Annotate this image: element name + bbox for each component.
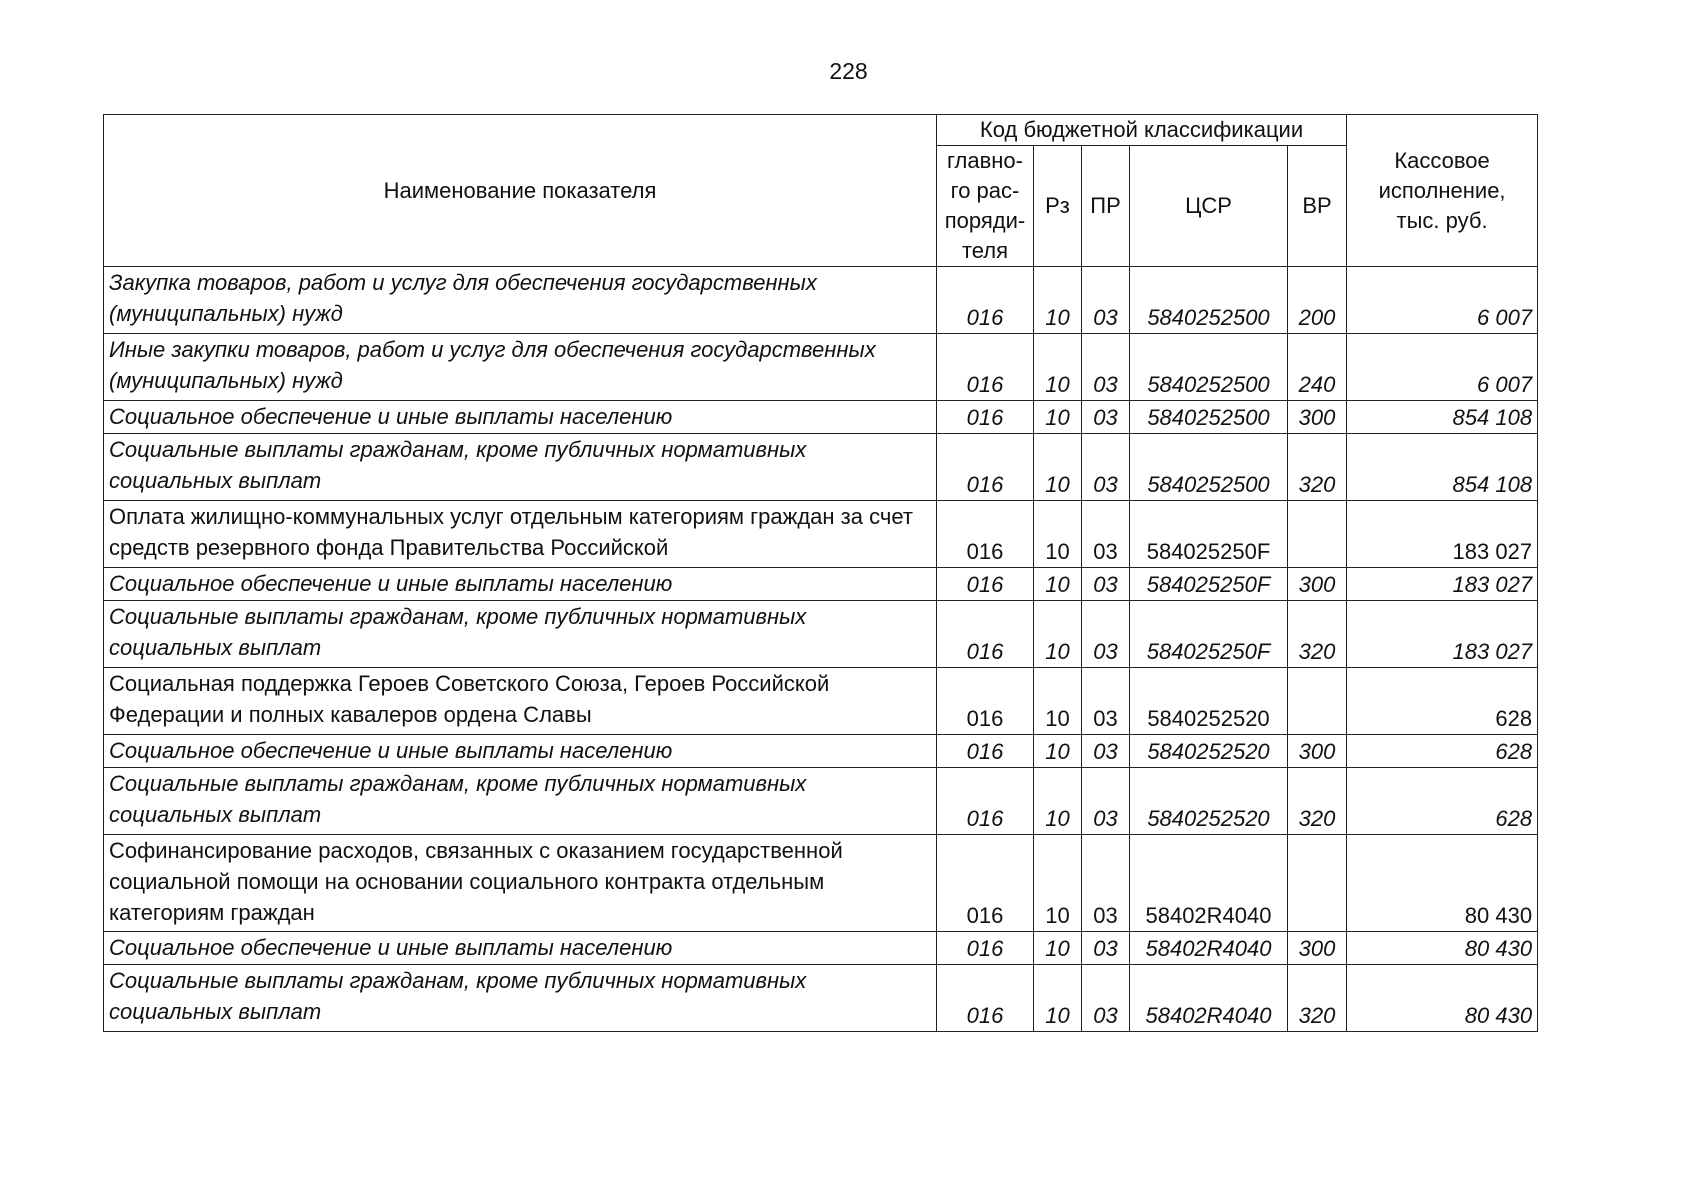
row-amount: 6 007 [1347,267,1538,334]
row-pr: 03 [1082,965,1130,1032]
table-row [104,334,1538,401]
row-amount: 6 007 [1347,334,1538,401]
row-rz: 10 [1034,434,1082,501]
row-pr: 03 [1082,835,1130,932]
row-vr: 320 [1288,601,1347,668]
row-pr: 03 [1082,601,1130,668]
row-csr: 5840252500 [1130,267,1288,334]
row-rz: 10 [1034,668,1082,735]
header-admin-line: главно- [946,148,1023,173]
row-rz: 10 [1034,601,1082,668]
row-csr: 5840252500 [1130,434,1288,501]
row-admin-code: 016 [937,434,1034,501]
row-csr: 584025250F [1130,501,1288,568]
table-row [104,501,1538,568]
row-name [104,501,937,568]
row-name: Иные закупки товаров, работ и услуг для обеспечения государственных (муниципальных) нужд [104,334,937,401]
header-csr: ЦСР [1130,146,1288,267]
table-row [104,735,1538,768]
row-amount: 183 027 [1347,568,1538,601]
row-amount: 854 108 [1347,401,1538,434]
row-rz: 10 [1034,932,1082,965]
row-vr: 300 [1288,401,1347,434]
table-row [104,434,1538,501]
row-amount: 628 [1347,735,1538,768]
row-amount: 183 027 [1347,501,1538,568]
row-name: Социальная поддержка Героев Советского Союза, Героев Российской Федерации и полных кавалеров ордена Славы [104,668,937,735]
row-amount: 628 [1347,768,1538,835]
row-name: Социальное обеспечение и иные выплаты населению [104,568,937,601]
row-amount: 628 [1347,668,1538,735]
row-name: Социальное обеспечение и иные выплаты населению [104,735,937,768]
header-admin-line: го рас- [950,178,1020,203]
row-pr: 03 [1082,668,1130,735]
row-rz: 10 [1034,401,1082,434]
table-row [104,668,1538,735]
row-csr: 584025250F [1130,601,1288,668]
row-pr: 03 [1082,334,1130,401]
row-admin-code: 016 [937,568,1034,601]
row-vr: 240 [1288,334,1347,401]
row-vr: 200 [1288,267,1347,334]
table-row [104,768,1538,835]
row-rz: 10 [1034,965,1082,1032]
page-number: 228 [829,58,868,84]
row-pr: 03 [1082,501,1130,568]
row-amount: 183 027 [1347,601,1538,668]
row-rz: 10 [1034,334,1082,401]
row-rz: 10 [1034,768,1082,835]
row-amount: 80 430 [1347,932,1538,965]
row-name: Социальное обеспечение и иные выплаты населению [104,401,937,434]
row-admin-code: 016 [937,835,1034,932]
row-admin-code: 016 [937,267,1034,334]
row-amount: 80 430 [1347,835,1538,932]
row-vr [1288,668,1347,735]
row-admin-code: 016 [937,501,1034,568]
row-pr: 03 [1082,735,1130,768]
header-cash-execution-line: тыс. руб. [1396,207,1488,233]
header-admin-line: теля [961,238,1009,263]
row-vr: 320 [1288,965,1347,1032]
row-csr: 58402R4040 [1130,965,1288,1032]
row-vr: 320 [1288,768,1347,835]
row-pr: 03 [1082,932,1130,965]
row-pr: 03 [1082,401,1130,434]
budget-execution-table [103,114,1538,1032]
table-row [104,401,1538,434]
row-rz: 10 [1034,835,1082,932]
row-amount: 80 430 [1347,965,1538,1032]
row-name-text: Оплата жилищно-коммунальных услуг отдельным категориям граждан за счет средств резервного фонда Правительства Российской [109,504,913,560]
row-csr: 58402R4040 [1130,835,1288,932]
row-admin-code: 016 [937,601,1034,668]
row-admin-code: 016 [937,401,1034,434]
table-row [104,568,1538,601]
row-vr: 300 [1288,932,1347,965]
row-name: Социальные выплаты гражданам, кроме публичных нормативных социальных выплат [104,965,937,1032]
row-csr: 5840252520 [1130,735,1288,768]
row-name: Софинансирование расходов, связанных с оказанием государственной социальной помощи на основании социального контракта отдельным категориям граждан [104,835,937,932]
row-rz: 10 [1034,267,1082,334]
row-csr: 5840252520 [1130,668,1288,735]
header-cash-execution-line: Кассовое [1394,147,1490,173]
row-name: Социальное обеспечение и иные выплаты населению [104,932,937,965]
row-csr: 5840252520 [1130,768,1288,835]
header-pr: ПР [1082,146,1130,267]
row-admin-code: 016 [937,768,1034,835]
table-row [104,601,1538,668]
table-header [104,115,1538,267]
table-row [104,835,1538,932]
row-vr [1288,835,1347,932]
row-rz: 10 [1034,735,1082,768]
row-csr: 5840252500 [1130,334,1288,401]
header-chief-administrator [937,146,1034,267]
header-cash-execution-line: исполнение, [1378,177,1506,203]
table-row [104,267,1538,334]
header-indicator-name: Наименование показателя [104,115,937,267]
row-admin-code: 016 [937,735,1034,768]
row-pr: 03 [1082,568,1130,601]
row-vr: 320 [1288,434,1347,501]
row-admin-code: 016 [937,334,1034,401]
table-row [104,965,1538,1032]
row-vr: 300 [1288,735,1347,768]
row-vr: 300 [1288,568,1347,601]
table-row [104,932,1538,965]
row-admin-code: 016 [937,668,1034,735]
row-name: Социальные выплаты гражданам, кроме публичных нормативных социальных выплат [104,768,937,835]
header-admin-line: поряди- [944,208,1026,233]
row-csr: 5840252500 [1130,401,1288,434]
row-csr: 58402R4040 [1130,932,1288,965]
row-admin-code: 016 [937,932,1034,965]
row-csr: 584025250F [1130,568,1288,601]
row-name: Закупка товаров, работ и услуг для обеспечения государственных (муниципальных) нужд [104,267,937,334]
row-pr: 03 [1082,768,1130,835]
row-amount: 854 108 [1347,434,1538,501]
table-body [104,267,1538,1032]
row-pr: 03 [1082,434,1130,501]
header-cash-execution [1347,115,1538,267]
header-budget-classification-code: Код бюджетной классификации [937,115,1347,146]
row-vr [1288,501,1347,568]
header-vr: ВР [1288,146,1347,267]
row-pr: 03 [1082,267,1130,334]
row-rz: 10 [1034,501,1082,568]
row-admin-code: 016 [937,965,1034,1032]
row-name: Социальные выплаты гражданам, кроме публичных нормативных социальных выплат [104,601,937,668]
row-rz: 10 [1034,568,1082,601]
header-rz: Рз [1034,146,1082,267]
row-name: Социальные выплаты гражданам, кроме публичных нормативных социальных выплат [104,434,937,501]
